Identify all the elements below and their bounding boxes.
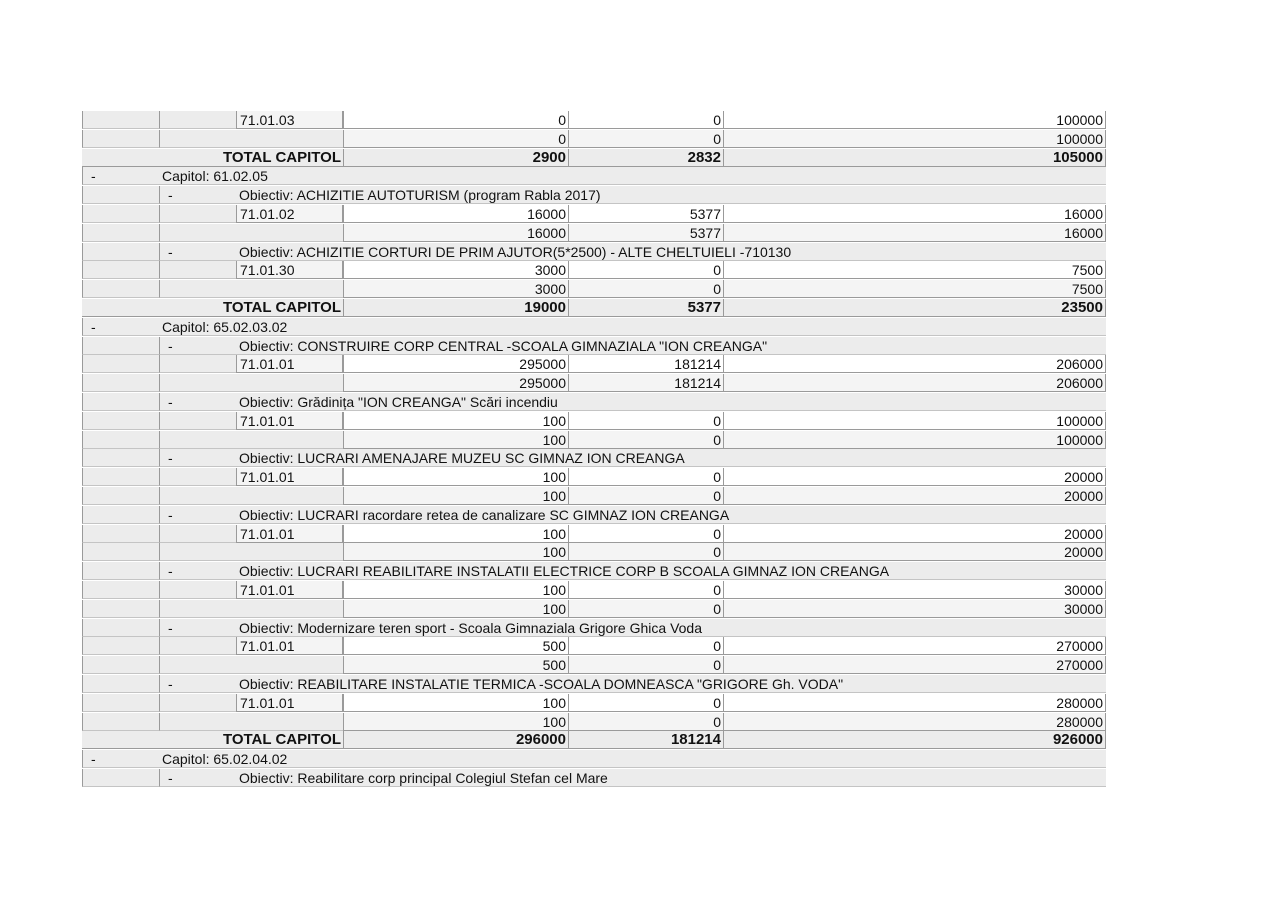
obiectiv-title: Obiectiv: ACHIZITIE AUTOTURISM (program Rabla 2017) <box>236 186 1106 204</box>
capitol-title: Capitol: 61.02.05 <box>159 167 1106 185</box>
item-row <box>82 637 1106 656</box>
item-row <box>82 581 1106 600</box>
value-cell-2: 0 <box>568 600 723 618</box>
indent-cell <box>82 374 159 392</box>
value-cell-3: 30000 <box>723 581 1106 599</box>
value-cell-2: 0 <box>568 280 723 298</box>
value-cell-1: 100 <box>343 543 568 561</box>
value-cell-1: 16000 <box>343 224 568 242</box>
budget-code-cell: 71.01.01 <box>236 468 343 486</box>
obiectiv-dash: - <box>159 449 236 467</box>
item-row <box>82 205 1106 224</box>
value-cell-2: 0 <box>568 581 723 599</box>
obiectiv-row <box>82 337 1106 356</box>
budget-code-cell <box>236 374 343 392</box>
sub-row <box>82 656 1106 675</box>
value-cell-1: 3000 <box>343 261 568 279</box>
obiectiv-title: Obiectiv: Modernizare teren sport - Scoala Gimnaziala Grigore Ghica Voda <box>236 619 1106 637</box>
indent-cell <box>159 637 236 655</box>
item-row <box>82 412 1106 431</box>
indent-cell <box>159 431 236 449</box>
indent-cell <box>82 525 159 543</box>
indent-cell <box>82 619 159 637</box>
indent-cell <box>82 205 159 223</box>
budget-code-cell <box>236 600 343 618</box>
budget-code-cell <box>236 487 343 505</box>
obiectiv-row <box>82 619 1106 638</box>
item-row <box>82 355 1106 374</box>
indent-cell <box>159 600 236 618</box>
indent-cell <box>82 694 159 712</box>
obiectiv-row <box>82 769 1106 788</box>
value-cell-1: 100 <box>343 694 568 712</box>
indent-cell <box>159 374 236 392</box>
budget-code-cell: 71.01.01 <box>236 581 343 599</box>
indent-cell <box>159 261 236 279</box>
obiectiv-dash: - <box>159 675 236 693</box>
value-cell-3: 7500 <box>723 280 1106 298</box>
indent-cell <box>82 280 159 298</box>
value-cell-3: 20000 <box>723 468 1106 486</box>
value-cell-3: 206000 <box>723 374 1106 392</box>
value-cell-1: 16000 <box>343 205 568 223</box>
value-cell-3: 270000 <box>723 656 1106 674</box>
budget-code-cell: 71.01.30 <box>236 261 343 279</box>
budget-code-cell <box>236 130 343 148</box>
budget-code-cell <box>236 224 343 242</box>
indent-cell <box>159 205 236 223</box>
value-cell-2: 181214 <box>568 374 723 392</box>
obiectiv-row <box>82 449 1106 468</box>
value-cell-3: 270000 <box>723 637 1106 655</box>
obiectiv-title: Obiectiv: CONSTRUIRE CORP CENTRAL -SCOALA GIMNAZIALA "ION CREANGA" <box>236 337 1106 355</box>
indent-cell <box>159 713 236 731</box>
obiectiv-title: Obiectiv: ACHIZITIE CORTURI DE PRIM AJUTOR(5*2500) - ALTE CHELTUIELI -710130 <box>236 243 1106 261</box>
obiectiv-row <box>82 562 1106 581</box>
capitol-row <box>82 318 1106 337</box>
obiectiv-title: Obiectiv: LUCRARI racordare retea de canalizare SC GIMNAZ ION CREANGA <box>236 506 1106 524</box>
capitol-row <box>82 167 1106 186</box>
total-value-3: 105000 <box>723 149 1106 167</box>
capitol-dash: - <box>82 167 159 185</box>
total-row <box>82 299 1106 318</box>
indent-cell <box>159 355 236 373</box>
obiectiv-title: Obiectiv: Reabilitare corp principal Colegiul Stefan cel Mare <box>236 769 1106 787</box>
indent-cell <box>82 337 159 355</box>
value-cell-3: 20000 <box>723 543 1106 561</box>
value-cell-2: 0 <box>568 468 723 486</box>
indent-cell <box>82 224 159 242</box>
capitol-dash: - <box>82 750 159 768</box>
item-row <box>82 468 1106 487</box>
total-value-3: 23500 <box>723 299 1106 317</box>
total-capitol-label: TOTAL CAPITOL <box>82 299 343 317</box>
indent-cell <box>159 487 236 505</box>
indent-cell <box>159 412 236 430</box>
value-cell-2: 0 <box>568 130 723 148</box>
value-cell-2: 0 <box>568 637 723 655</box>
budget-code-cell: 71.01.03 <box>236 111 343 129</box>
budget-code-cell: 71.01.01 <box>236 412 343 430</box>
item-row <box>82 261 1106 280</box>
value-cell-1: 295000 <box>343 374 568 392</box>
obiectiv-dash: - <box>159 769 236 787</box>
budget-code-cell: 71.01.01 <box>236 525 343 543</box>
budget-code-cell <box>236 713 343 731</box>
indent-cell <box>82 412 159 430</box>
total-value-1: 19000 <box>343 299 568 317</box>
capitol-row <box>82 750 1106 769</box>
obiectiv-row <box>82 506 1106 525</box>
indent-cell <box>159 224 236 242</box>
total-capitol-label: TOTAL CAPITOL <box>82 149 343 167</box>
value-cell-3: 100000 <box>723 431 1106 449</box>
sub-row <box>82 280 1106 299</box>
value-cell-2: 181214 <box>568 355 723 373</box>
indent-cell <box>82 468 159 486</box>
obiectiv-title: Obiectiv: REABILITARE INSTALATIE TERMICA -SCOALA DOMNEASCA "GRIGORE Gh. VODA" <box>236 675 1106 693</box>
value-cell-1: 100 <box>343 412 568 430</box>
value-cell-2: 0 <box>568 487 723 505</box>
value-cell-3: 100000 <box>723 412 1106 430</box>
total-value-2: 5377 <box>568 299 723 317</box>
value-cell-1: 100 <box>343 431 568 449</box>
value-cell-3: 100000 <box>723 111 1106 129</box>
sub-row <box>82 130 1106 149</box>
value-cell-1: 295000 <box>343 355 568 373</box>
value-cell-3: 7500 <box>723 261 1106 279</box>
value-cell-1: 100 <box>343 487 568 505</box>
value-cell-2: 0 <box>568 525 723 543</box>
obiectiv-row <box>82 393 1106 412</box>
obiectiv-row <box>82 243 1106 262</box>
value-cell-3: 100000 <box>723 130 1106 148</box>
indent-cell <box>82 656 159 674</box>
value-cell-3: 280000 <box>723 713 1106 731</box>
value-cell-2: 5377 <box>568 205 723 223</box>
value-cell-2: 5377 <box>568 224 723 242</box>
indent-cell <box>82 600 159 618</box>
value-cell-1: 100 <box>343 525 568 543</box>
budget-code-cell <box>236 543 343 561</box>
value-cell-1: 100 <box>343 468 568 486</box>
indent-cell <box>82 186 159 204</box>
indent-cell <box>159 280 236 298</box>
indent-cell <box>159 694 236 712</box>
sub-row <box>82 487 1106 506</box>
value-cell-2: 0 <box>568 261 723 279</box>
indent-cell <box>82 111 159 129</box>
total-row <box>82 731 1106 750</box>
indent-cell <box>82 637 159 655</box>
budget-code-cell <box>236 656 343 674</box>
budget-code-cell <box>236 280 343 298</box>
item-row <box>82 694 1106 713</box>
sub-row <box>82 713 1106 732</box>
sub-row <box>82 600 1106 619</box>
indent-cell <box>82 713 159 731</box>
obiectiv-row <box>82 675 1106 694</box>
indent-cell <box>82 562 159 580</box>
item-row <box>82 111 1106 130</box>
total-value-1: 296000 <box>343 731 568 749</box>
capitol-title: Capitol: 65.02.04.02 <box>159 750 1106 768</box>
indent-cell <box>82 543 159 561</box>
indent-cell <box>82 487 159 505</box>
total-value-2: 181214 <box>568 731 723 749</box>
indent-cell <box>159 656 236 674</box>
obiectiv-title: Obiectiv: LUCRARI REABILITARE INSTALATII ELECTRICE CORP B SCOALA GIMNAZ ION CREANGA <box>236 562 1106 580</box>
indent-cell <box>159 525 236 543</box>
total-value-3: 926000 <box>723 731 1106 749</box>
obiectiv-dash: - <box>159 506 236 524</box>
obiectiv-row <box>82 186 1106 205</box>
budget-code-cell: 71.01.02 <box>236 205 343 223</box>
value-cell-3: 206000 <box>723 355 1106 373</box>
indent-cell <box>82 243 159 261</box>
indent-cell <box>82 355 159 373</box>
value-cell-3: 16000 <box>723 224 1106 242</box>
obiectiv-title: Obiectiv: LUCRARI AMENAJARE MUZEU SC GIMNAZ ION CREANGA <box>236 449 1106 467</box>
indent-cell <box>82 431 159 449</box>
value-cell-2: 0 <box>568 543 723 561</box>
budget-code-cell <box>236 431 343 449</box>
sub-row <box>82 374 1106 393</box>
value-cell-1: 3000 <box>343 280 568 298</box>
sub-row <box>82 224 1106 243</box>
value-cell-1: 500 <box>343 637 568 655</box>
value-cell-2: 0 <box>568 431 723 449</box>
value-cell-3: 20000 <box>723 487 1106 505</box>
sub-row <box>82 543 1106 562</box>
obiectiv-title: Obiectiv: Grădinița "ION CREANGA" Scări incendiu <box>236 393 1106 411</box>
indent-cell <box>82 581 159 599</box>
value-cell-1: 100 <box>343 581 568 599</box>
value-cell-1: 100 <box>343 600 568 618</box>
item-row <box>82 525 1106 544</box>
sub-row <box>82 431 1106 450</box>
value-cell-2: 0 <box>568 694 723 712</box>
indent-cell <box>159 581 236 599</box>
value-cell-3: 20000 <box>723 525 1106 543</box>
obiectiv-dash: - <box>159 243 236 261</box>
indent-cell <box>82 769 159 787</box>
indent-cell <box>82 449 159 467</box>
budget-code-cell: 71.01.01 <box>236 694 343 712</box>
value-cell-1: 0 <box>343 111 568 129</box>
value-cell-2: 0 <box>568 713 723 731</box>
value-cell-2: 0 <box>568 111 723 129</box>
obiectiv-dash: - <box>159 186 236 204</box>
obiectiv-dash: - <box>159 393 236 411</box>
indent-cell <box>82 130 159 148</box>
value-cell-3: 16000 <box>723 205 1106 223</box>
indent-cell <box>159 111 236 129</box>
value-cell-2: 0 <box>568 412 723 430</box>
indent-cell <box>82 675 159 693</box>
indent-cell <box>159 130 236 148</box>
total-value-1: 2900 <box>343 149 568 167</box>
total-capitol-label: TOTAL CAPITOL <box>82 731 343 749</box>
capitol-title: Capitol: 65.02.03.02 <box>159 318 1106 336</box>
indent-cell <box>159 543 236 561</box>
value-cell-1: 0 <box>343 130 568 148</box>
obiectiv-dash: - <box>159 619 236 637</box>
value-cell-1: 100 <box>343 713 568 731</box>
indent-cell <box>82 393 159 411</box>
value-cell-1: 500 <box>343 656 568 674</box>
total-value-2: 2832 <box>568 149 723 167</box>
value-cell-2: 0 <box>568 656 723 674</box>
indent-cell <box>82 506 159 524</box>
indent-cell <box>82 261 159 279</box>
indent-cell <box>159 468 236 486</box>
budget-code-cell: 71.01.01 <box>236 637 343 655</box>
obiectiv-dash: - <box>159 337 236 355</box>
obiectiv-dash: - <box>159 562 236 580</box>
value-cell-3: 280000 <box>723 694 1106 712</box>
budget-code-cell: 71.01.01 <box>236 355 343 373</box>
value-cell-3: 30000 <box>723 600 1106 618</box>
total-row <box>82 149 1106 168</box>
capitol-dash: - <box>82 318 159 336</box>
